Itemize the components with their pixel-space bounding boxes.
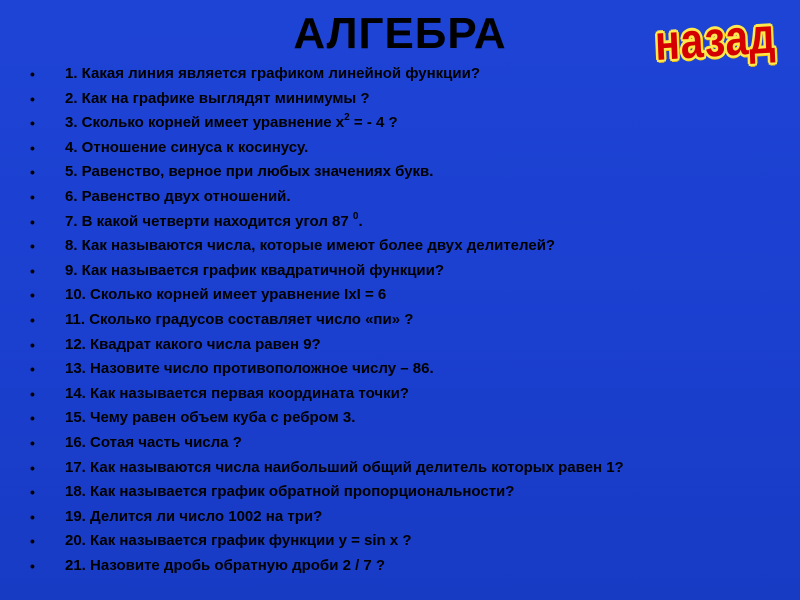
question-text: 1. Какая линия является графиком линейной функции? (65, 65, 480, 82)
question-text: 13. Назовите число противоположное числу – 86. (65, 360, 434, 378)
question-item (30, 185, 790, 210)
question-text: 19. Делится ли число 1002 на три? (65, 507, 323, 525)
question-item (30, 529, 790, 554)
question-item (30, 259, 790, 284)
question-text-rest: = - 4 ? (349, 114, 398, 132)
question-text (65, 210, 363, 235)
question-text-rest: . (358, 212, 363, 230)
question-text: 2. Как на графике выглядят минимумы ? (65, 89, 370, 107)
question-text: 11. Сколько градусов составляет число «пи» ? (65, 310, 414, 328)
question-text: 12. Квадрат какого числа равен 9? (65, 335, 321, 353)
bullet-icon: • (30, 410, 35, 427)
bullet-icon: • (30, 434, 35, 451)
bullet-icon: • (30, 361, 35, 378)
question-item (30, 234, 790, 259)
question-item (30, 333, 790, 358)
question-item (30, 160, 790, 185)
bullet-icon: • (30, 311, 35, 328)
bullet-icon: • (30, 66, 35, 82)
exponent: 2 (344, 112, 350, 124)
question-item (30, 554, 790, 579)
bullet-icon: • (30, 188, 35, 205)
question-text: 16. Сотая часть числа ? (65, 433, 242, 451)
bullet-icon: • (30, 484, 35, 501)
bullet-icon: • (30, 508, 35, 525)
question-text: 10. Сколько корней имеет уравнение IxI = 6 (65, 286, 387, 304)
question-item (30, 111, 790, 136)
question-item (30, 136, 790, 161)
question-item (30, 283, 790, 308)
question-text (65, 111, 398, 136)
question-text: 8. Как называются числа, которые имеют более двух делителей? (65, 237, 556, 255)
question-item (30, 431, 790, 456)
question-item (30, 87, 790, 112)
question-text: 9. Как называется график квадратичной функции? (65, 261, 445, 279)
question-text: 14. Как называется первая координата точки? (65, 384, 409, 402)
question-text: 5. Равенство, верное при любых значениях букв. (65, 163, 434, 181)
question-text: 15. Чему равен объем куба с ребром 3. (65, 409, 356, 427)
question-text: 17. Как называются числа наибольший общий делитель которых равен 1? (65, 458, 624, 476)
question-item (30, 308, 790, 333)
question-item (30, 505, 790, 530)
slide-title: АЛГЕБРА (293, 9, 507, 58)
question-text-main: 3. Сколько корней имеет уравнение х (65, 114, 345, 132)
degree-mark: 0 (352, 210, 359, 222)
bullet-icon: • (30, 115, 35, 132)
bullet-icon: • (30, 336, 35, 353)
bullet-icon: • (30, 213, 35, 230)
question-text: 20. Как называется график функции у = sin x ? (65, 532, 412, 550)
bullet-icon: • (30, 238, 35, 255)
question-text-main: 7. В какой четверти находится угол 87 (65, 212, 353, 230)
bullet-icon: • (30, 90, 35, 107)
question-text: 18. Как называется график обратной пропорциональности? (65, 483, 515, 501)
question-text: 21. Назовите дробь обратную дроби 2 / 7 ? (65, 556, 386, 574)
question-item (30, 62, 790, 87)
bullet-icon: • (30, 262, 35, 279)
bullet-icon: • (30, 533, 35, 550)
bullet-icon: • (30, 557, 35, 574)
question-item (30, 210, 790, 235)
back-button-label: назад (653, 7, 777, 71)
question-item (30, 456, 790, 481)
bullet-icon: • (30, 139, 35, 156)
question-text: 4. Отношение синуса к косинусу. (65, 138, 309, 156)
question-item (30, 406, 790, 431)
bullet-icon: • (30, 287, 35, 304)
bullet-icon: • (30, 385, 35, 402)
question-item (30, 480, 790, 505)
question-item (30, 382, 790, 407)
question-list (30, 62, 790, 578)
bullet-icon: • (30, 459, 35, 476)
question-text: 6. Равенство двух отношений. (65, 187, 291, 205)
bullet-icon: • (30, 164, 35, 181)
question-item (30, 357, 790, 382)
